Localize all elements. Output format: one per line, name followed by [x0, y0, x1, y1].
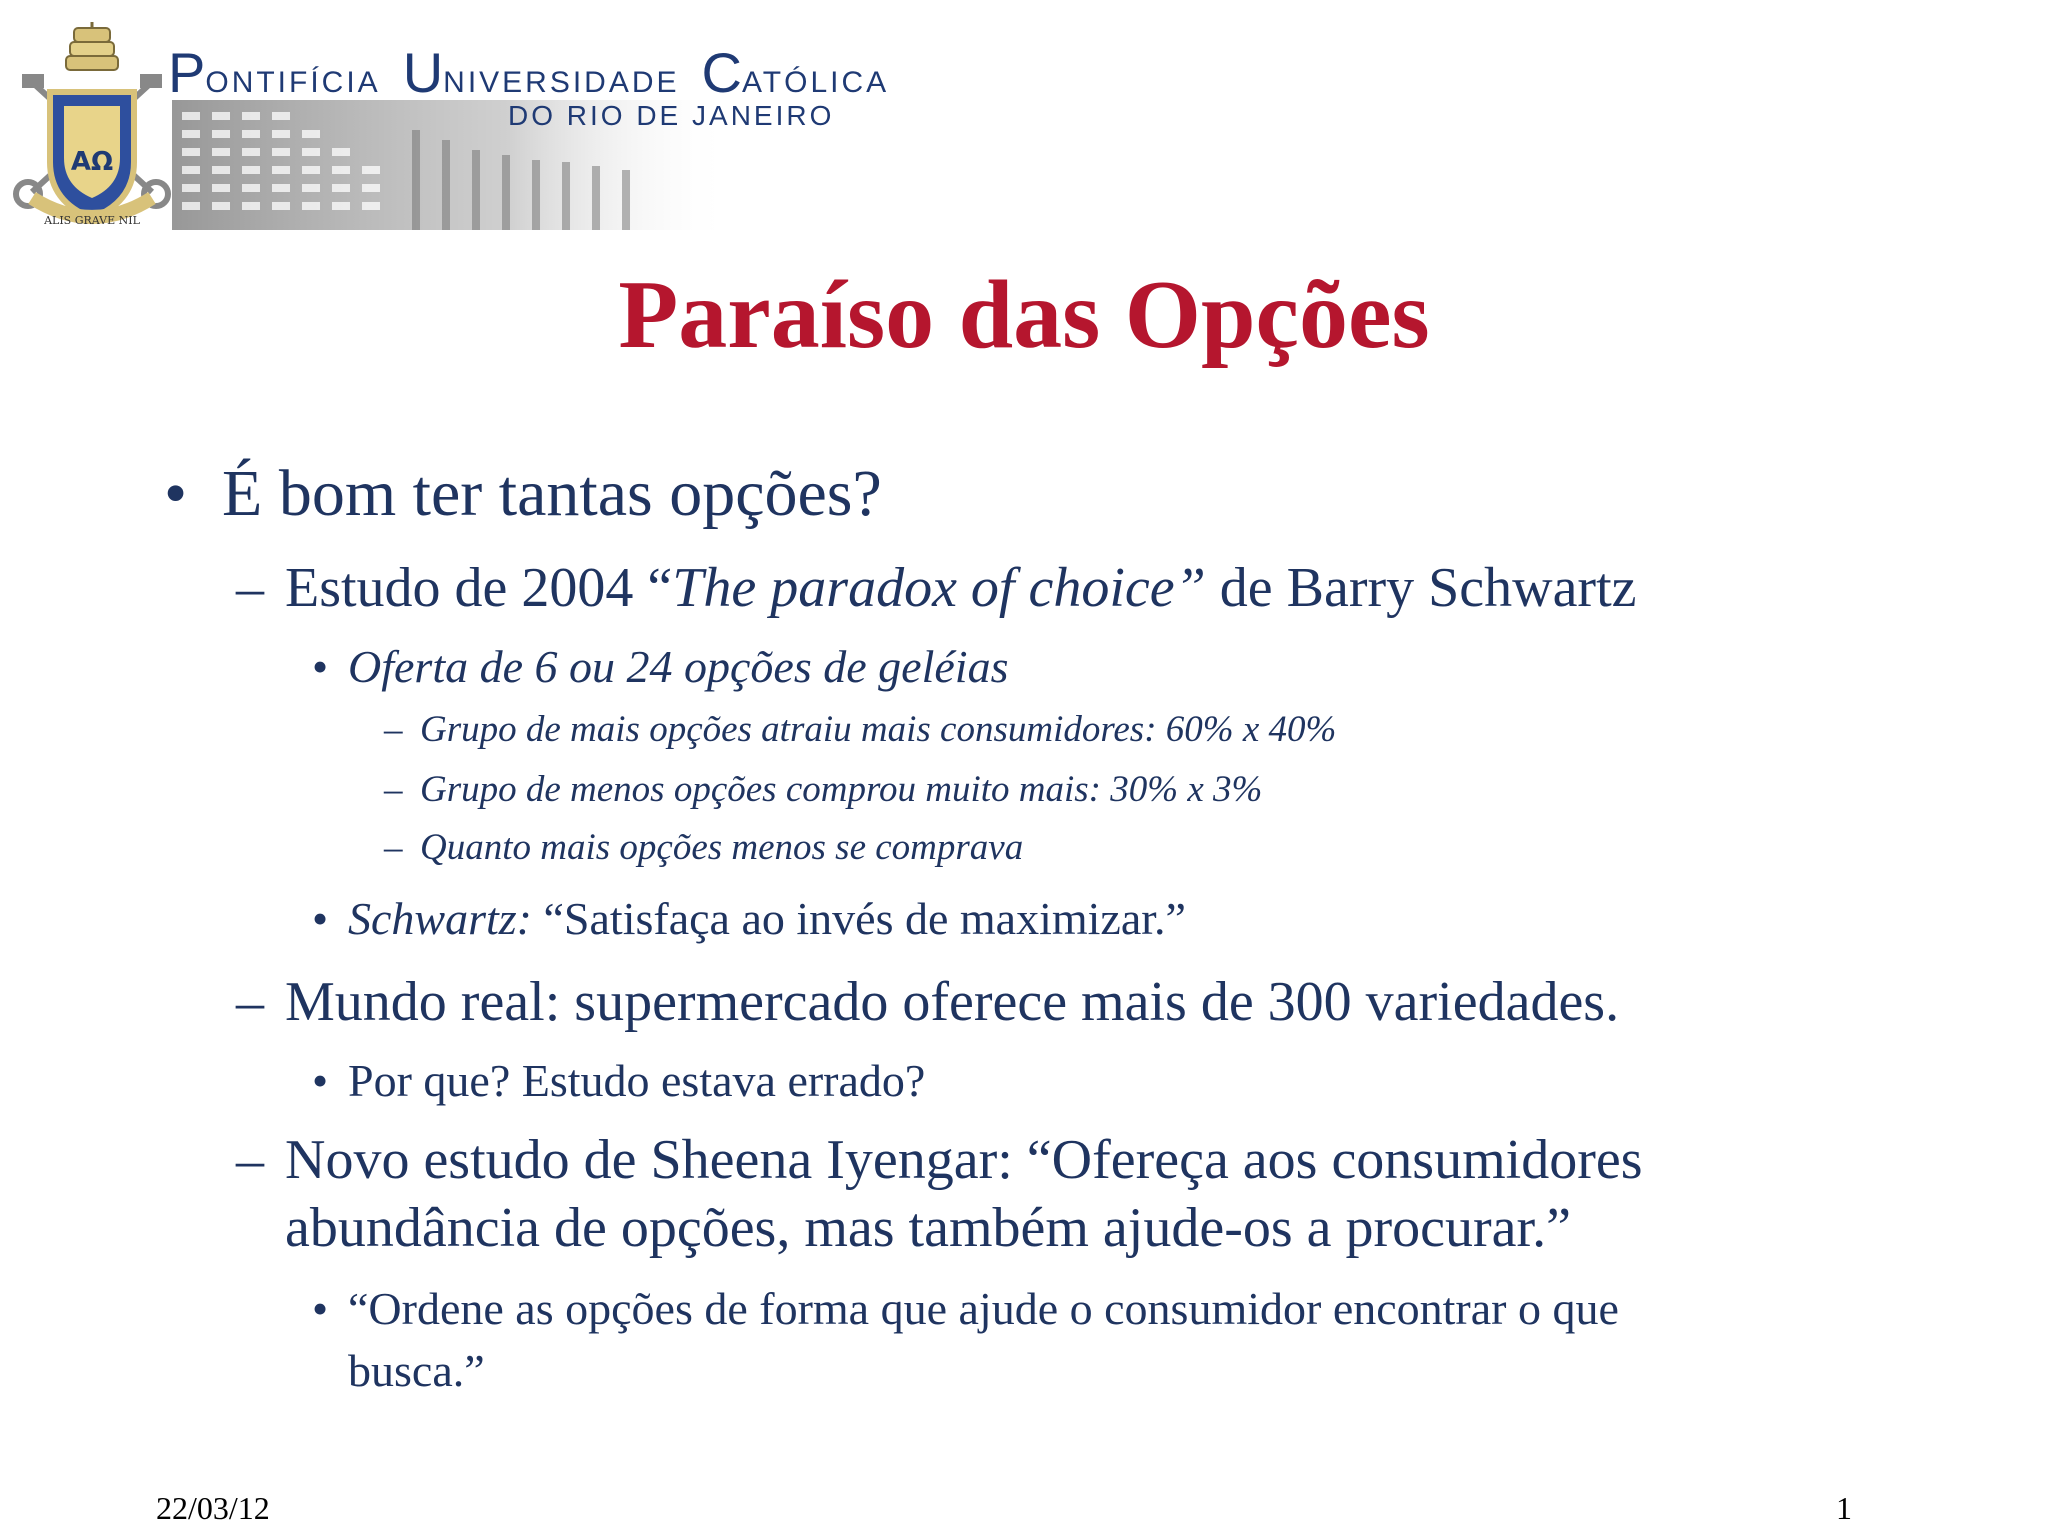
offer-line: Oferta de 6 ou 24 opções de geléias [348, 641, 1009, 692]
study-line [285, 556, 1636, 620]
crest-letters: ΑΩ [70, 147, 114, 177]
why-line: Por que? Estudo estava errado? [348, 1055, 926, 1106]
bullet-marker: • [312, 1055, 329, 1106]
footer-page-number: 1 [1836, 1490, 1852, 1526]
bullet-marker: • [312, 1283, 329, 1334]
uni-word-3-rest: ATÓLICA [742, 66, 890, 99]
dash-marker: – [384, 827, 403, 868]
bullet-marker: • [164, 457, 188, 530]
dash-marker: – [236, 557, 264, 619]
study-suffix: de Barry Schwartz [1205, 557, 1637, 619]
uni-word-1-rest: ONTIFÍCIA [205, 66, 381, 99]
uni-word-2-initial: U [402, 41, 444, 104]
the-more-line: Quanto mais opções menos se comprava [420, 827, 1024, 868]
schwartz-name: Schwartz: [348, 893, 532, 944]
bullet-question: É bom ter tantas opções? [222, 457, 882, 530]
group-less-line: Grupo de menos opções comprou muito mais: 30% x 3% [420, 769, 1263, 810]
bullet-marker: • [312, 893, 329, 944]
uni-line2-text: DO RIO DE JANEIRO [508, 100, 835, 131]
dash-marker: – [384, 769, 403, 810]
study-prefix: Estudo de 2004 “ [285, 557, 673, 619]
slide-title: Paraíso das Opções [618, 261, 1430, 369]
uni-word-3-initial: C [701, 41, 742, 104]
footer-date: 22/03/12 [156, 1490, 270, 1526]
dash-marker: – [236, 1129, 264, 1191]
study-book-title: The paradox of choice” [672, 557, 1206, 619]
order-line-1: “Ordene as opções de forma que ajude o consumidor encontrar o que [348, 1283, 1619, 1334]
group-more-line: Grupo de mais opções atraiu mais consumidores: 60% x 40% [420, 709, 1337, 750]
new-study-line-1: Novo estudo de Sheena Iyengar: “Ofereça aos consumidores [285, 1129, 1643, 1191]
dash-marker: – [384, 709, 403, 750]
uni-word-1-initial: P [168, 41, 206, 104]
bullet-marker: • [312, 641, 329, 692]
real-world-line: Mundo real: supermercado oferece mais de 300 variedades. [285, 971, 1620, 1033]
order-line-2: busca.” [348, 1345, 485, 1396]
schwartz-quote: “Satisfaça ao invés de maximizar.” [532, 893, 1186, 944]
dash-marker: – [236, 971, 264, 1033]
new-study-line-2: abundância de opções, mas também ajude-os a procurar.” [285, 1197, 1571, 1259]
crest-motto: ALIS GRAVE NIL [44, 214, 140, 227]
schwartz-line [348, 892, 1186, 945]
uni-word-2-rest: NIVERSIDADE [443, 66, 680, 99]
